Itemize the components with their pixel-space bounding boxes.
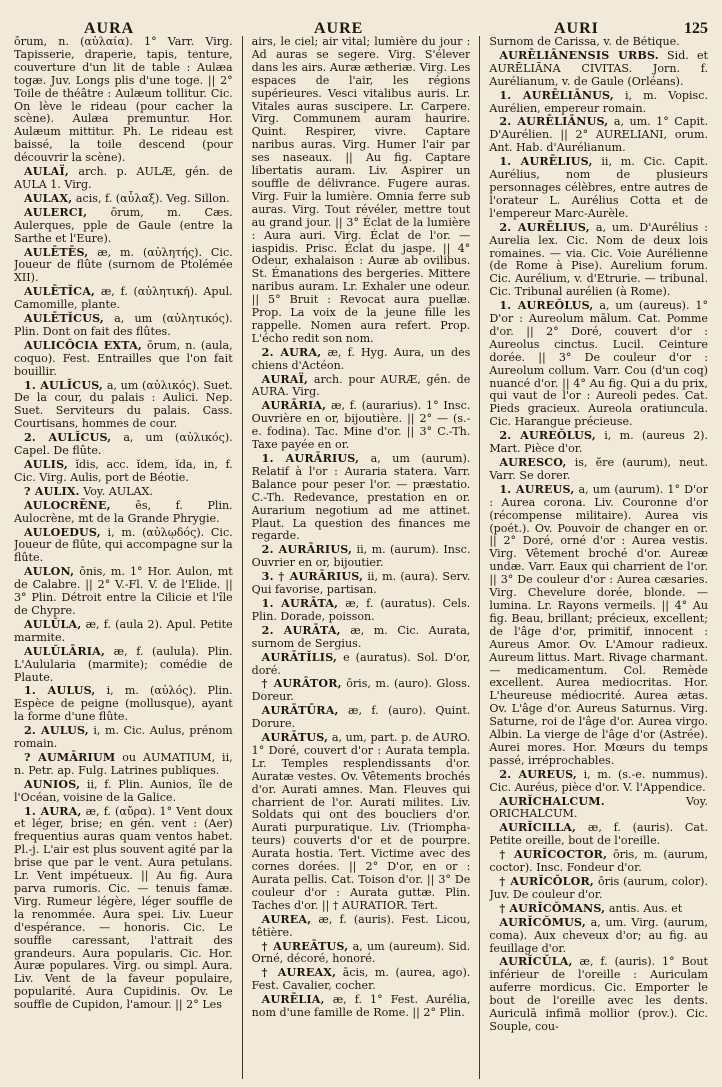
entry-definition: Voy. AULAX. xyxy=(83,484,153,498)
entry-headword: ? AUMĀRIUM xyxy=(24,750,116,764)
dictionary-entry xyxy=(14,286,233,312)
entry-headword: 1. AURA, xyxy=(24,804,82,818)
entry-headword: AULIS, xyxy=(24,458,68,471)
entry-headword: ? AULIX. xyxy=(24,484,80,498)
entry-definition: æ, f. (αὐλητική). Apul. Camomille, plante. xyxy=(14,285,233,312)
column-3 xyxy=(489,36,708,1079)
entry-definition: a, um (αὐλικός). Suet. De la cour, du palais : Aulici. Nep. Suet. Serviteurs du palais. Cass. Courtisans, hommes de cour. xyxy=(14,378,233,431)
entry-headword: AULOEDUS, xyxy=(24,525,101,539)
dictionary-entry xyxy=(489,917,708,956)
dictionary-entry xyxy=(14,566,233,618)
entry-definition: æ, f. (auris). 1° Bout inférieur de l'oreille : Auriculam auferre mordicus. Cic. Emporter le bout de l'oreille avec les dents. Auriculā infimā mollior (prov.). Cic. Souple, cou- xyxy=(489,955,708,1033)
entry-definition: ācis, m. (aurea, ago). Fest. Cavalier, cocher. xyxy=(251,966,471,993)
entry-definition: ii, m. (aurum). Insc. Ouvrier en or, bijoutier. xyxy=(251,543,471,570)
entry-headword: 2. AUREUS, xyxy=(499,767,577,781)
entry-headword: AULAÏ, xyxy=(24,165,69,179)
dictionary-entry xyxy=(14,380,233,432)
dictionary-entry xyxy=(14,247,233,286)
entry-definition: a, um, part. p. de AURO. 1° Doré, couvert d'or : Aurata templa. Lr. Temples resplendissants d'or. Auratæ vestes. Ov. Vêtements brochés d'or. Aurati amnes. Man. Fleuves qui charrient de l'or. Aurati milites. Liv. Soldats qui ont des boucliers d'or. Aurati purpuratique. Liv. (Triompha-teurs) couverts d'or et de pourpre. Aurata hostia. Tert. Victime avec des cornes dorées. || 2° D'or, en or : Aurata pellis. Cat. Toison d'or. || 3° De couleur d'or : Aurata guttæ. Plin. Taches d'or. || † AURATIOR. Tert. xyxy=(251,731,471,912)
entry-definition: is, ĕre (aurum), neut. Varr. Se dorer. xyxy=(489,456,708,482)
dictionary-entry xyxy=(14,725,233,751)
dictionary-entry xyxy=(489,822,708,848)
dictionary-entry xyxy=(14,527,233,566)
entry-definition: Voy. ORICHALCUM. xyxy=(489,794,708,821)
dictionary-entry xyxy=(489,457,708,483)
dictionary-entry xyxy=(489,50,708,89)
entry-headword: AURAÏ, xyxy=(261,372,309,386)
entry-headword: 1. AUREŎLUS, xyxy=(499,299,594,313)
dictionary-entry xyxy=(252,732,471,913)
entry-headword: AURĒLIA, xyxy=(261,993,325,1007)
entry-definition: a, um. Virg. (aurum, coma). Aux cheveux d'or; au fig. au feuillage d'or. xyxy=(489,915,708,955)
dictionary-entry xyxy=(489,903,708,916)
dictionary-entry xyxy=(14,313,233,339)
dictionary-entry xyxy=(252,625,471,651)
dictionary-entry xyxy=(489,849,708,875)
entry-headword: 1. AURĀRIUS, xyxy=(261,452,360,465)
dictionary-entry xyxy=(252,347,471,373)
header-left-guide: AURA xyxy=(84,20,135,37)
dictionary-entry xyxy=(14,619,233,645)
dictionary-entry xyxy=(252,544,471,570)
entry-definition: i, m. (αὐλῳδός). Cic. Joueur de flûte, qui accompagne sur la flûte. xyxy=(14,525,233,565)
entry-definition: æ, f. (auris). Fest. Licou, têtière. xyxy=(251,912,471,939)
entry-definition: a, um (aurum). 1° D'or : Aurea corona. Liv. Couronne d'or (récompense militaire). Aurea vis (poét.). Ov. Pouvoir de changer en or. || 2° Doré, orné d'or : Aurea vestis. Virg. Vêtement broché d'or. Aureæ undæ. Varr. Eaux qui charrient de l'or. || 3° De couleur d'or : Aurea cæsaries. Virg. Chevelure dorée, blonde. — lumina. Lr. Rayons vermeils. || 4° Au fig. Beau, brillant; précieux, excellent; de l'âge d'or, primitif, innocent : Aureus Amor. Ov. L'Amour radieux. Aureum littus. Mart. Rivage charmant. — medicamentum. Col. Remède excellent. Aurea mediocritas. Hor. L'heureuse médiocrité. Aurea ætas. Ov. L'âge d'or. Aureus Saturnus. Virg. Saturne, roi de l'âge d'or. Aurea virgo. Albin. La vierge de l'âge d'or (Astrée). Aurei mores. Hor. Mœurs du temps passé, irréprochables. xyxy=(489,482,708,767)
entry-headword: AURESCO, xyxy=(499,456,567,469)
dictionary-entry xyxy=(252,678,471,704)
entry-headword: AULŬLĀRIA, xyxy=(24,644,106,658)
entry-headword: AURĀTŪRA, xyxy=(261,704,339,718)
dictionary-entry xyxy=(14,340,233,379)
entry-headword: AURĬCILLA, xyxy=(499,821,577,835)
entry-definition: a, um (aurum). Relatif à l'or : Auraria statera. Varr. Balance pour peser l'or. — præstatio. C.-Th. Redevance, prestation en or. Aurarium negotium ad me attinet. Plaut. La question des finances me regarde. xyxy=(251,452,471,543)
entry-definition: e (auratus). Sol. D'or, doré. xyxy=(251,650,471,677)
dictionary-entry xyxy=(252,967,471,993)
entry-headword: 2. AULUS, xyxy=(24,724,89,738)
entry-definition: i, m. (s.-e. nummus). Cic. Auréus, pièce d'or. V. l'Appendice. xyxy=(489,767,708,794)
entry-headword: 2. AURĀRIUS, xyxy=(261,543,353,557)
entry-definition: ōrum, m. Cæs. Aulerques, pple de Gaule (entre la Sarthe et l'Eure). xyxy=(14,205,233,245)
entry-headword: 1. AURĒLIĀNUS, xyxy=(499,88,614,102)
entry-headword: AULERCI, xyxy=(24,205,88,219)
entry-definition: antis. Aus. et xyxy=(608,901,683,915)
entry-headword: 2. AURĀTA, xyxy=(261,623,341,637)
dictionary-entry xyxy=(14,432,233,458)
dictionary-entry xyxy=(489,956,708,1033)
entry-definition: ēs, f. Plin. Aulocrène, mt de la Grande Phrygie. xyxy=(14,498,233,525)
dictionary-entry xyxy=(14,806,233,1013)
entry-definition: ōrum, n. (αὐλαία). 1° Varr. Virg. Tapisserie, draperie, tapis, tenture, couverture d'un lit de table : Aulæa togæ. Juv. Longs plis d'une toge. || 2° Toile de théâtre : Aulæum tollitur. Cic. On lève le rideau (pour cacher la scène). Aulæa premuntur. Hor. Aulæum mittitur. Ph. Le rideau est baissé, la toile descend (pour découvrir la scène). xyxy=(14,36,233,165)
entry-headword: AURĬCŬLA, xyxy=(499,955,573,969)
entry-headword: 1. AULĬCUS, xyxy=(24,378,104,392)
entry-headword: AULĒTĬCUS, xyxy=(24,312,104,326)
entry-headword: 1. AULUS, xyxy=(24,684,96,698)
entry-definition: æ, m. (αὐλητής). Cic. Joueur de flûte (surnom de Ptolémée XII). xyxy=(14,245,233,285)
dictionary-entry xyxy=(252,598,471,624)
text-columns xyxy=(14,36,708,1079)
entry-definition: a, um (αὐλικός). Capel. De flûte. xyxy=(14,431,233,458)
entry-definition: arch. p. AULÆ, gén. de AULA 1. Virg. xyxy=(14,165,233,191)
entry-definition: ii, f. Plin. Aunios, île de l'Océan, voisine de la Galice. xyxy=(14,777,233,804)
dictionary-entry xyxy=(489,156,708,221)
dictionary-entry xyxy=(489,430,708,456)
dictionary-entry xyxy=(252,571,471,597)
entry-headword: 1. AURĀTA, xyxy=(261,596,339,610)
entry-definition: a, um (aureum). Sid. Orné, décoré, honoré. xyxy=(251,939,471,966)
entry-headword: † AURĀTOR, xyxy=(261,677,342,691)
dictionary-entry xyxy=(489,484,708,768)
entry-definition: ōris, m. (auro). Gloss. Doreur. xyxy=(251,677,471,704)
dictionary-entry xyxy=(489,90,708,116)
entry-definition: a, um (αὐλητικός). Plin. Dont on fait des flûtes. xyxy=(14,312,233,338)
dictionary-entry xyxy=(14,685,233,724)
entry-headword: † AUREAX, xyxy=(261,966,337,980)
entry-definition: æ, f. (αὔρα). 1° Vent doux et léger, brise; en gén. vent : (Aer) frequentius auras quam ventos habet. Pl.-j. L'air est plus souvent agité par la brise que par le vent. Aura petulans. Lr. Vent impétueux. || Au fig. Aura parva rumoris. Cic. — tenuis famæ. Virg. Rumeur légère, léger souffle de la renommée. Aura spei. Liv. Lueur d'espérance. — honoris. Cic. Le souffle caressant, l'attrait des grandeurs. Aura popularis. Cic. Hor. Auræ populares. Virg. ou simpl. Aura. Liv. Vent de la faveur populaire, popularité. Aura Cupidinis. Ov. Le souffle de Cupidon, l'amour. || 2° Les xyxy=(14,804,233,1012)
header-right-guide: AURI xyxy=(554,20,599,37)
dictionary-entry xyxy=(252,994,471,1020)
entry-definition: a, um. D'Aurélius : Aurelia lex. Cic. Nom de deux lois romaines. — via. Cic. Voie Aurélienne (de Rome à Pise). Aurelium forum. Cic. Aurélium, v. d'Etrurie. — tribunal. Cic. Tribunal aurélien (à Rome). xyxy=(489,220,708,299)
entry-headword: AULĒTĒS, xyxy=(24,245,89,259)
dictionary-entry xyxy=(14,486,233,499)
entry-headword: AURĀTUS, xyxy=(261,731,329,745)
entry-headword: AURĬCHALCUM. xyxy=(499,794,605,808)
entry-definition: ou AUMATIUM, ii, n. Petr. ap. Fulg. Latrines publiques. xyxy=(14,750,233,777)
dictionary-entry xyxy=(489,769,708,795)
entry-headword: AUNIOS, xyxy=(24,777,81,791)
dictionary-entry xyxy=(14,646,233,685)
dictionary-entry xyxy=(489,300,708,429)
dictionary-entry xyxy=(252,453,471,543)
entry-headword: 2. AURĒLIĀNUS, xyxy=(499,115,609,129)
entry-definition: a, um. 1° Capit. D'Aurélien. || 2° AURELIANI, orum. Ant. Hab. d'Aurélianum. xyxy=(489,115,708,155)
entry-headword: AULICŎCIA EXTA, xyxy=(24,338,142,352)
entry-definition: ōris, m. (aurum, coctor). Insc. Fondeur d'or. xyxy=(489,848,708,875)
dictionary-entry xyxy=(489,222,708,299)
entry-definition: æ, f. (auris). Cat. Petite oreille, bout de l'oreille. xyxy=(489,821,708,848)
entry-headword: 2. AUREŎLUS, xyxy=(499,429,596,443)
entry-headword: 2. AURA, xyxy=(261,345,322,359)
entry-definition: Surnom de Carissa, v. de Bétique. xyxy=(489,36,680,48)
dictionary-entry xyxy=(252,36,471,346)
dictionary-entry xyxy=(14,36,233,165)
entry-headword: † AUREĀTUS, xyxy=(261,939,349,953)
dictionary-entry xyxy=(489,36,708,49)
entry-definition: i, m. Vopisc. Aurélien, empereur romain. xyxy=(489,88,708,115)
dictionary-entry xyxy=(14,459,233,485)
entry-headword: 1. AURĒLIUS, xyxy=(499,155,593,169)
entry-headword: AULĒTĬCA, xyxy=(24,285,96,299)
entry-definition: ii, m. Cic. Capit. Aurélius, nom de plusieurs personnages célèbres, entre autres de l'orateur L. Aurélius Cotta et de l'empereur Marc-Aurèle. xyxy=(489,155,708,220)
entry-definition: Sid. et AURĒLIĀNA CIVITAS. Jorn. f. Aurélianum, v. de Gaule (Orléans). xyxy=(489,48,708,88)
entry-definition: æ, f. 1° Fest. Aurélia, nom d'une famille de Rome. || 2° Plin. xyxy=(251,993,471,1020)
entry-definition: i, m. (αὐλός). Plin. Espèce de peigne (mollusque), ayant la forme d'une flûte. xyxy=(14,684,233,724)
entry-definition: ōrum, n. (aula, coquo). Fest. Entrailles que l'on fait bouillir. xyxy=(14,338,233,378)
entry-definition: æ, f. (aurarius). 1° Insc. Ouvrière en or, bijoutière. || 2° — (s.-e. fodina). Tac. Mine d'or. || 3° C.-Th. Taxe payée en or. xyxy=(251,399,471,452)
entry-definition: æ, f. Hyg. Aura, un des chiens d'Actéon. xyxy=(251,345,471,372)
column-1 xyxy=(14,36,233,1079)
column-2 xyxy=(252,36,471,1079)
entry-headword: 1. AUREUS, xyxy=(499,482,575,496)
entry-definition: æ, f. (auratus). Cels. Plin. Dorade, poisson. xyxy=(251,596,471,623)
entry-definition: ōris (aurum, color). Juv. De couleur d'or. xyxy=(489,875,708,901)
dictionary-entry xyxy=(489,796,708,822)
running-header xyxy=(14,6,708,36)
dictionary-entry xyxy=(489,876,708,902)
entry-headword: 3. † AURĀRIUS, xyxy=(261,570,364,584)
dictionary-entry xyxy=(14,166,233,192)
entry-headword: AURĀTĬLIS, xyxy=(261,650,338,664)
entry-headword: AURĀRIA, xyxy=(261,399,327,413)
entry-headword: AULON, xyxy=(24,565,75,579)
entry-definition: ōnis, m. 1° Hor. Aulon, mt de Calabre. || 2° V.-Fl. V. de l'Elide. || 3° Plin. Détroit entre la Cilicie et l'île de Chypre. xyxy=(14,565,233,617)
entry-definition: æ, f. (aulula). Plin. L'Aulularia (marmite); comédie de Plaute. xyxy=(14,644,233,684)
entry-headword: AURĬCŎMUS, xyxy=(499,915,586,929)
dictionary-entry xyxy=(252,652,471,678)
dictionary-entry xyxy=(252,941,471,967)
entry-headword: AULAX, xyxy=(24,191,73,205)
entry-definition: æ, f. (auro). Quint. Dorure. xyxy=(251,704,471,731)
entry-headword: † AURĬCŎMANS, xyxy=(499,901,606,915)
entry-headword: 2. AURĒLIUS, xyxy=(499,220,590,234)
entry-definition: i, m. Cic. Aulus, prénom romain. xyxy=(14,724,233,751)
dictionary-entry xyxy=(252,914,471,940)
dictionary-entry xyxy=(14,500,233,526)
entry-headword: AURĒLIĀNENSIS URBS. xyxy=(499,48,659,62)
dictionary-entry xyxy=(14,752,233,778)
dictionary-entry xyxy=(252,374,471,400)
entry-definition: æ, f. (aula 2). Apul. Petite marmite. xyxy=(14,617,233,644)
dictionary-entry xyxy=(14,193,233,206)
entry-headword: † AURĬCOCTOR, xyxy=(499,848,608,862)
dictionary-entry xyxy=(14,779,233,805)
entry-definition: a, um (aureus). 1° D'or : Aureolum mālum. Cat. Pomme d'or. || 2° Doré, couvert d'or : Aureolus cinctus. Lucil. Ceinture dorée. || 3° De couleur d'or : Aureolum collum. Varr. Cou (d'un coq) nuancé d'or. || 4° Au fig. Qui a du prix, qui vaut de l'or : Aureoli pedes. Cat. Pieds gracieux. Aureola oratiuncula. Cic. Harangue précieuse. xyxy=(489,299,708,429)
entry-definition: airs, le ciel; air vital; lumière du jour : Ad auras se segere. Virg. S'élever dans les airs. Auræ ætheriæ. Virg. Les espaces de l'air, les régions supérieures. Vesci vitalibus auris. Lr. Vitales auras suscipere. Lr. Carpere. Virg. Communem auram haurire. Quint. Respirer, vivre. Captare naribus auras. Virg. Humer l'air par ses naseaux. || Au fig. Captare libertatis auram. Liv. Aspirer un souffle de délivrance. Fugere auras. Virg. Fuir la lumière. Omnia ferre sub auras. Virg. Tout révéler, mettre tout au grand jour. || 3° Éclat de la lumière : Aura auri. Virg. Éclat de l'or. — iaspidis. Prisc. Éclat du jaspe. || 4° Odeur, exhalaison : Auræ ab ovilibus. St. Émanations des bergeries. Mittere naribus auram. Lr. Exhaler une odeur. || 5° Bruit : Revocat aura puellæ. Prop. La voix de la jeune fille les rappelle. Nomen aura refert. Prop. L'écho redit son nom. xyxy=(251,36,471,345)
entry-definition: arch. pour AURÆ, gén. de AURA. Virg. xyxy=(251,372,471,399)
entry-headword: 2. AULĬCUS, xyxy=(24,431,112,445)
dictionary-entry xyxy=(14,207,233,246)
page-number: 125 xyxy=(684,20,708,37)
entry-headword: AULOCRĒNE, xyxy=(24,498,111,512)
entry-definition: æ, m. Cic. Aurata, surnom de Sergius. xyxy=(251,623,471,650)
column-divider xyxy=(479,36,480,1079)
entry-definition: i, m. (aureus 2). Mart. Pièce d'or. xyxy=(489,429,708,456)
entry-definition: acis, f. (αὖλαξ). Veg. Sillon. xyxy=(75,191,230,205)
dictionary-entry xyxy=(252,705,471,731)
entry-definition: ii, m. (aura). Serv. Qui favorise, partisan. xyxy=(251,570,471,597)
entry-headword: AULŬLA, xyxy=(24,617,82,631)
entry-headword: AUREA, xyxy=(261,912,312,926)
header-center-guide: AURE xyxy=(314,20,364,37)
entry-headword: † AURĬCŎLOR, xyxy=(499,875,594,888)
entry-definition: ĭdis, acc. ĭdem, ĭda, in, f. Cic. Virg. Aulis, port de Béotie. xyxy=(14,458,233,484)
column-divider xyxy=(242,36,243,1079)
dictionary-entry xyxy=(489,116,708,155)
dictionary-entry xyxy=(252,400,471,452)
